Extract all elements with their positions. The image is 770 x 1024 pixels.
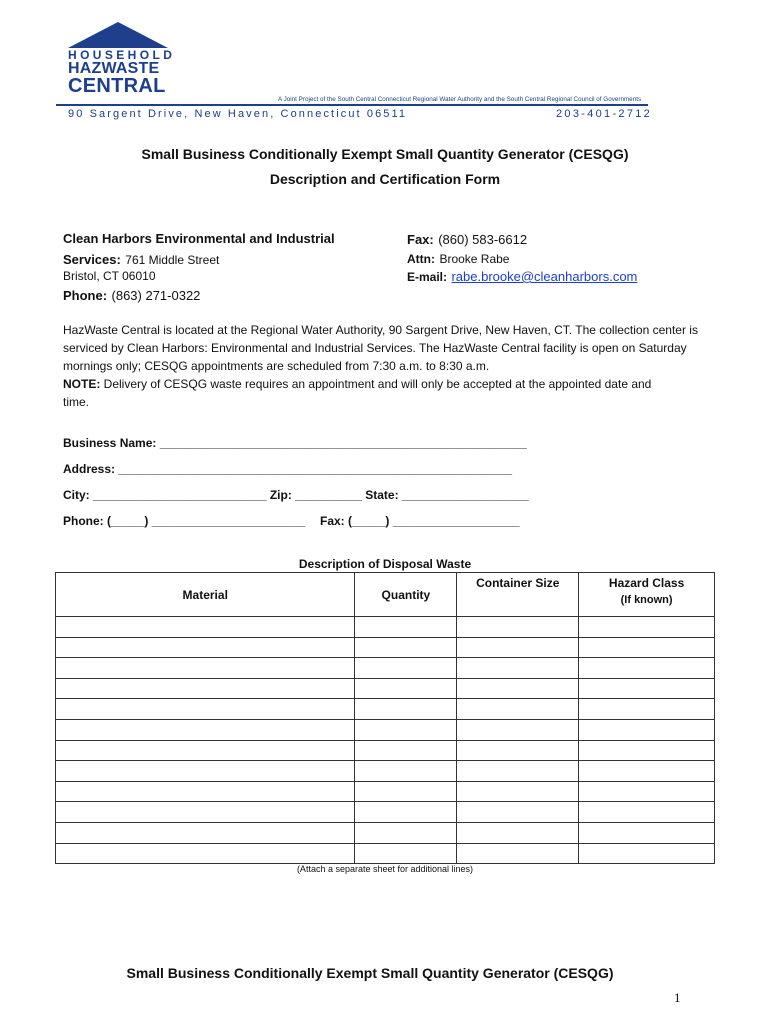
address-field[interactable]: Address: ___________________________________________________________ <box>63 462 513 476</box>
table-row <box>56 699 715 720</box>
note-text: Delivery of CESQG waste requires an appointment and will only be accepted at the appointed date and <box>100 377 652 391</box>
form-title: Small Business Conditionally Exempt Small Quantity Generator (CESQG) <box>141 146 629 162</box>
phone-label: Phone: <box>63 288 108 303</box>
material-cell[interactable] <box>56 719 355 740</box>
hazard-class-cell[interactable] <box>579 617 715 638</box>
table-row <box>56 719 715 740</box>
material-cell[interactable] <box>56 617 355 638</box>
material-cell[interactable] <box>56 843 355 864</box>
table-row <box>56 802 715 823</box>
hazard-class-cell[interactable] <box>579 781 715 802</box>
hazard-class-cell[interactable] <box>579 843 715 864</box>
hazard-class-cell[interactable] <box>579 802 715 823</box>
quantity-header: Quantity <box>355 573 457 617</box>
container-size-cell[interactable] <box>457 740 579 761</box>
attn-value: Brooke Rabe <box>439 252 510 266</box>
container-size-cell[interactable] <box>457 761 579 782</box>
material-cell[interactable] <box>56 699 355 720</box>
quantity-cell[interactable] <box>355 802 457 823</box>
form-subtitle: Description and Certification Form <box>269 171 501 187</box>
services-line <box>63 251 219 269</box>
house-roof-icon <box>68 22 168 50</box>
disposal-waste-table <box>55 572 715 864</box>
table-row <box>56 678 715 699</box>
material-cell[interactable] <box>56 740 355 761</box>
quantity-cell[interactable] <box>355 637 457 658</box>
phone-field[interactable]: Phone: (_____) _______________________ <box>63 514 306 528</box>
logo-household-text: HOUSEHOLD <box>68 48 176 62</box>
quantity-cell[interactable] <box>355 617 457 638</box>
header-address: 90 Sargent Drive, New Haven, Connecticut 06511 <box>68 108 408 120</box>
quantity-cell[interactable] <box>355 781 457 802</box>
info-line: serviced by Clean Harbors: Environmental and Industrial Services. The HazWaste Central facility is open on Saturday <box>63 341 687 355</box>
email-line <box>407 268 637 286</box>
material-cell[interactable] <box>56 802 355 823</box>
fax-value: (860) 583-6612 <box>438 232 528 247</box>
note-line <box>63 375 743 393</box>
company-name: Clean Harbors Environmental and Industrial <box>63 231 335 246</box>
container-size-header: Container Size <box>457 573 579 617</box>
quantity-cell[interactable] <box>355 719 457 740</box>
quantity-cell[interactable] <box>355 699 457 720</box>
footer-title: Small Business Conditionally Exempt Small Quantity Generator (CESQG) <box>126 965 614 981</box>
quantity-cell[interactable] <box>355 822 457 843</box>
services-value: 761 Middle Street <box>125 253 220 267</box>
email-link[interactable]: rabe.brooke@cleanharbors.com <box>451 269 638 284</box>
table-row <box>56 637 715 658</box>
container-size-cell[interactable] <box>457 802 579 823</box>
info-paragraph <box>63 321 743 411</box>
phone-line <box>63 287 200 305</box>
header-divider <box>56 104 648 106</box>
city-zip-state-field[interactable]: City: __________________________ Zip: __________ State: ___________________ <box>63 488 529 502</box>
table-row <box>56 740 715 761</box>
material-cell[interactable] <box>56 658 355 679</box>
container-size-cell[interactable] <box>457 781 579 802</box>
logo-hazwaste-text: HAZWASTE <box>68 60 160 77</box>
hazard-class-cell[interactable] <box>579 678 715 699</box>
container-size-cell[interactable] <box>457 822 579 843</box>
container-size-cell[interactable] <box>457 699 579 720</box>
hazard-class-cell[interactable] <box>579 761 715 782</box>
container-size-cell[interactable] <box>457 637 579 658</box>
note-line-2: time. <box>63 395 90 409</box>
attn-line <box>407 250 509 268</box>
quantity-cell[interactable] <box>355 678 457 699</box>
header-tagline: A Joint Project of the South Central Connecticut Regional Water Authority and the South Central Regional Council of Governments <box>278 96 642 103</box>
table-row <box>56 781 715 802</box>
material-cell[interactable] <box>56 678 355 699</box>
business-name-field[interactable]: Business Name: _______________________________________________________ <box>63 436 527 450</box>
table-row <box>56 617 715 638</box>
info-line: HazWaste Central is located at the Regional Water Authority, 90 Sargent Drive, New Haven, CT. The collection center is <box>63 323 698 337</box>
table-row <box>56 761 715 782</box>
material-cell[interactable] <box>56 781 355 802</box>
table-row <box>56 822 715 843</box>
disposal-table-title: Description of Disposal Waste <box>298 557 472 571</box>
hazard-class-header <box>579 573 715 617</box>
fax-field[interactable]: Fax: (_____) ___________________ <box>320 514 520 528</box>
hazard-class-cell[interactable] <box>579 740 715 761</box>
phone-value: (863) 271-0322 <box>111 288 201 303</box>
container-size-cell[interactable] <box>457 658 579 679</box>
fax-line <box>407 231 527 249</box>
quantity-cell[interactable] <box>355 843 457 864</box>
services-label: Services: <box>63 252 121 267</box>
container-size-cell[interactable] <box>457 617 579 638</box>
container-size-cell[interactable] <box>457 719 579 740</box>
fax-label: Fax: <box>407 232 434 247</box>
hazard-class-sublabel: (If known) <box>620 594 673 606</box>
hazard-class-cell[interactable] <box>579 822 715 843</box>
table-row <box>56 843 715 864</box>
note-label: NOTE: <box>63 377 101 391</box>
hazard-class-cell[interactable] <box>579 719 715 740</box>
quantity-cell[interactable] <box>355 761 457 782</box>
hazard-class-cell[interactable] <box>579 699 715 720</box>
container-size-cell[interactable] <box>457 678 579 699</box>
company-city: Bristol, CT 06010 <box>63 269 156 283</box>
logo-central-text: CENTRAL <box>68 75 166 97</box>
quantity-cell[interactable] <box>355 658 457 679</box>
email-label: E-mail: <box>407 270 448 284</box>
attach-note: (Attach a separate sheet for additional lines) <box>296 864 474 874</box>
table-row <box>56 658 715 679</box>
table-header-row <box>56 573 715 617</box>
material-cell[interactable] <box>56 637 355 658</box>
material-cell[interactable] <box>56 822 355 843</box>
container-size-cell[interactable] <box>457 843 579 864</box>
info-line: mornings only; CESQG appointments are scheduled from 7:30 a.m. to 8:30 a.m. <box>63 359 490 373</box>
hazard-class-cell[interactable] <box>579 637 715 658</box>
header-phone: 203-401-2712 <box>556 108 653 120</box>
attn-label: Attn: <box>407 252 435 266</box>
hazard-class-label: Hazard Class <box>608 576 685 590</box>
material-cell[interactable] <box>56 761 355 782</box>
quantity-cell[interactable] <box>355 740 457 761</box>
page-number: 1 <box>674 990 681 1005</box>
material-header: Material <box>56 573 355 617</box>
hazard-class-cell[interactable] <box>579 658 715 679</box>
